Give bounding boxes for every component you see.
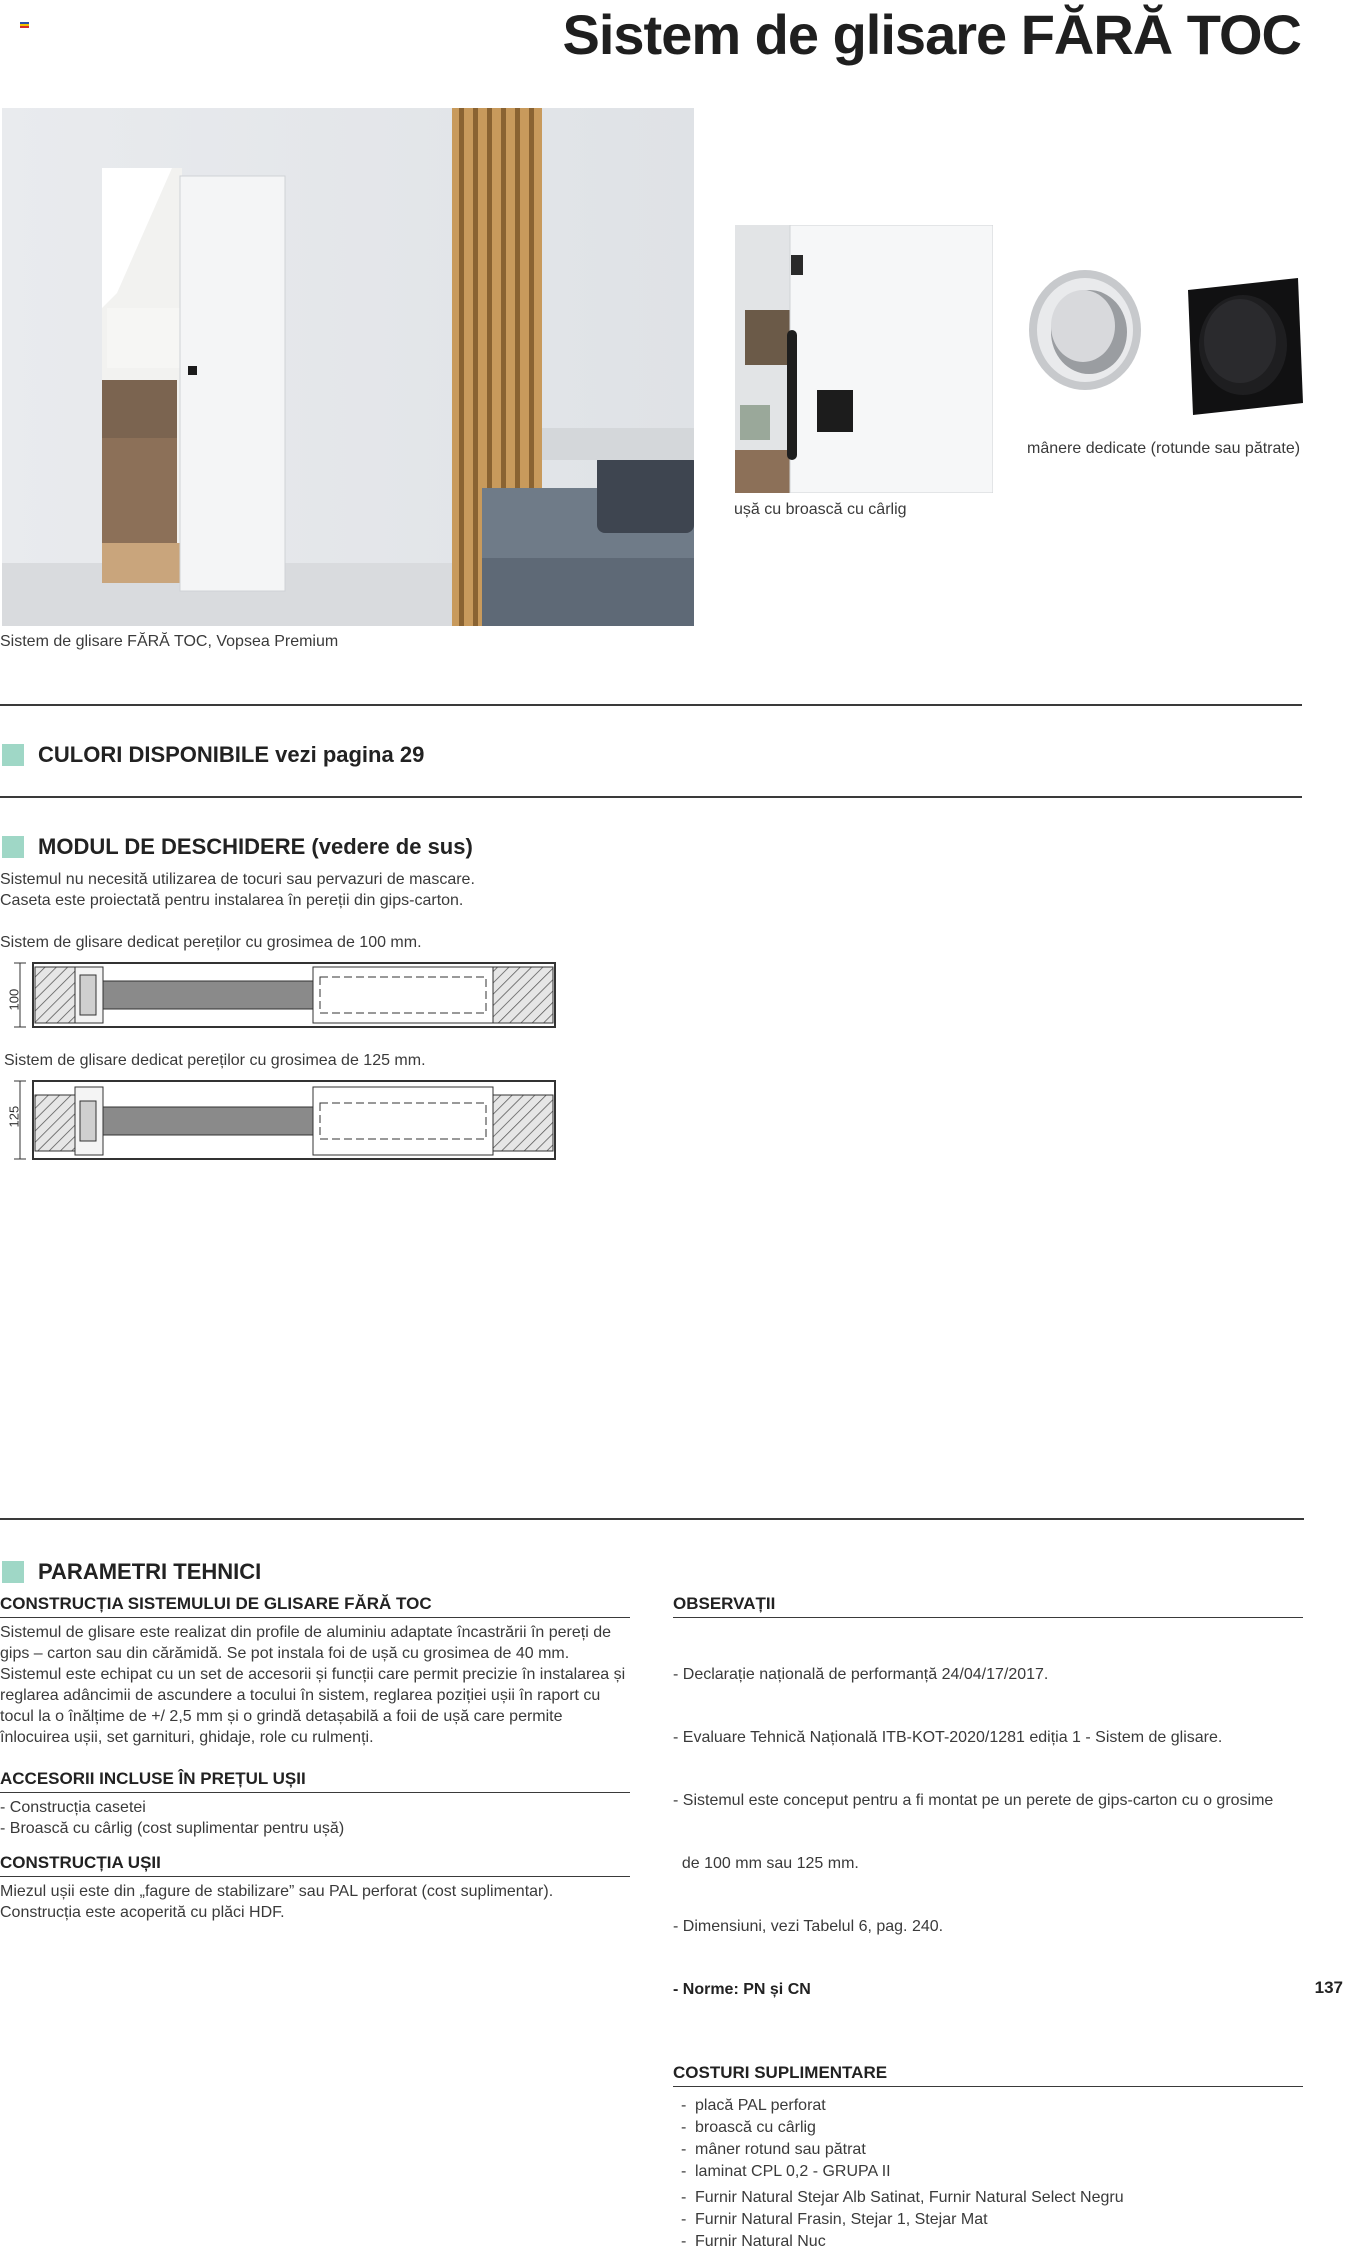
list-item: - placă PAL perforat <box>673 2095 1303 2117</box>
observatii-title: OBSERVAȚII <box>673 1594 776 1613</box>
list-item: - Norme: PN și CN <box>673 1981 811 1998</box>
constructia-usii-text: Miezul ușii este din „fagure de stabilizare” sau PAL perforat (cost suplimentar). Construcția este acoperită cu plăci HDF. <box>0 1883 554 1921</box>
section-parametri <box>2 1559 261 1585</box>
page-title: Sistem de glisare FĂRĂ TOC <box>562 3 1301 66</box>
section-parametri-title: PARAMETRI TEHNICI <box>38 1559 262 1584</box>
list-item: de 100 mm sau 125 mm. <box>673 1855 859 1872</box>
handles-caption: mânere dedicate (rotunde sau pătrate) <box>1027 440 1301 457</box>
constructia-sistem-title: CONSTRUCȚIA SISTEMULUI DE GLISARE FĂRĂ TOC <box>0 1594 432 1613</box>
list-item: - mâner rotund sau pătrat <box>673 2139 1303 2161</box>
main-photo-caption: Sistem de glisare FĂRĂ TOC, Vopsea Premium <box>0 633 339 650</box>
divider <box>0 704 1302 706</box>
diagram-100-caption: Sistem de glisare dedicat pereților cu grosimea de 100 mm. <box>0 934 422 951</box>
list-item: - broască cu cârlig <box>673 2117 1303 2139</box>
round-handle-photo <box>1025 268 1145 398</box>
diagram-125-caption: Sistem de glisare dedicat pereților cu grosimea de 125 mm. <box>4 1052 426 1069</box>
accesorii-title: ACCESORII INCLUSE ÎN PREȚUL UȘII <box>0 1769 306 1788</box>
diagram-100mm <box>0 955 560 1035</box>
list-item: - Broască cu cârlig (cost suplimentar pentru ușă) <box>0 1820 345 1837</box>
door-photo-caption: ușă cu broască cu cârlig <box>734 501 907 518</box>
flag-icon <box>20 22 29 28</box>
accesorii-list <box>0 1797 630 1839</box>
costuri-list-1 <box>673 2095 1303 2183</box>
main-room-photo <box>2 108 694 626</box>
costuri-title: COSTURI SUPLIMENTARE <box>673 2063 888 2082</box>
accent-square <box>2 836 24 858</box>
divider <box>0 1617 630 1618</box>
list-item: - Evaluare Tehnică Națională ITB-KOT-2020/1281 ediția 1 - Sistem de glisare. <box>673 1729 1223 1746</box>
modul-text-2: Caseta este proiectată pentru instalarea în pereții din gips-carton. <box>0 892 464 909</box>
accent-square <box>2 744 24 766</box>
diagram-125-dimension: 125 <box>6 1105 22 1128</box>
divider <box>673 2086 1303 2087</box>
section-culori-title: CULORI DISPONIBILE vezi pagina 29 <box>38 742 425 767</box>
left-column <box>0 1594 630 1923</box>
list-item: - Construcția casetei <box>0 1799 146 1816</box>
square-handle-photo <box>1183 275 1308 420</box>
observatii-list <box>673 1622 1303 2042</box>
section-culori <box>2 742 424 768</box>
right-column <box>673 1594 1303 2253</box>
list-item: - laminat CPL 0,2 - GRUPA II <box>673 2161 1303 2183</box>
divider <box>0 1792 630 1793</box>
constructia-sistem-text: Sistemul de glisare este realizat din profile de aluminiu adaptate încastrării în pereți de gips – carton sau din cărămidă. Se pot instala foi de ușă cu grosimea de 40 mm. Sistemul este echipat cu un set de accesorii și funcții care permit precizie în instalarea și reglarea adâncimii de ascundere a tocului în sistem, reglarea poziției ușii în raport cu tocul la o înălțime de +/ 2,5 mm și o grindă detașabilă a foii de ușă care permite înlocuirea ușii, set garnituri, ghidaje, role cu rulmenți. <box>0 1624 626 1746</box>
divider <box>0 1876 630 1877</box>
list-item: - Dimensiuni, vezi Tabelul 6, pag. 240. <box>673 1918 944 1935</box>
list-item: - Declarație națională de performanță 24/04/17/2017. <box>673 1666 1049 1683</box>
list-item: - Sistemul este conceput pentru a fi montat pe un perete de gips-carton cu o grosime <box>673 1792 1274 1809</box>
list-item: - Furnir Natural Frasin, Stejar 1, Stejar Mat <box>673 2209 1303 2231</box>
section-modul-title: MODUL DE DESCHIDERE (vedere de sus) <box>38 834 473 859</box>
section-modul <box>2 834 473 860</box>
modul-text-1: Sistemul nu necesită utilizarea de tocuri sau pervazuri de mascare. <box>0 871 475 888</box>
diagram-100-dimension: 100 <box>6 988 22 1011</box>
costuri-list-2 <box>673 2187 1303 2253</box>
list-item: - Furnir Natural Stejar Alb Satinat, Furnir Natural Select Negru <box>673 2187 1303 2209</box>
divider <box>673 1617 1303 1618</box>
accent-square <box>2 1561 24 1583</box>
page-number: 137 <box>1314 1978 1343 1997</box>
divider <box>0 1518 1304 1520</box>
constructia-usii-title: CONSTRUCȚIA UȘII <box>0 1853 161 1872</box>
divider <box>0 796 1302 798</box>
diagram-125mm <box>0 1075 560 1165</box>
list-item: - Furnir Natural Nuc <box>673 2231 1303 2253</box>
door-lock-photo <box>735 225 993 493</box>
